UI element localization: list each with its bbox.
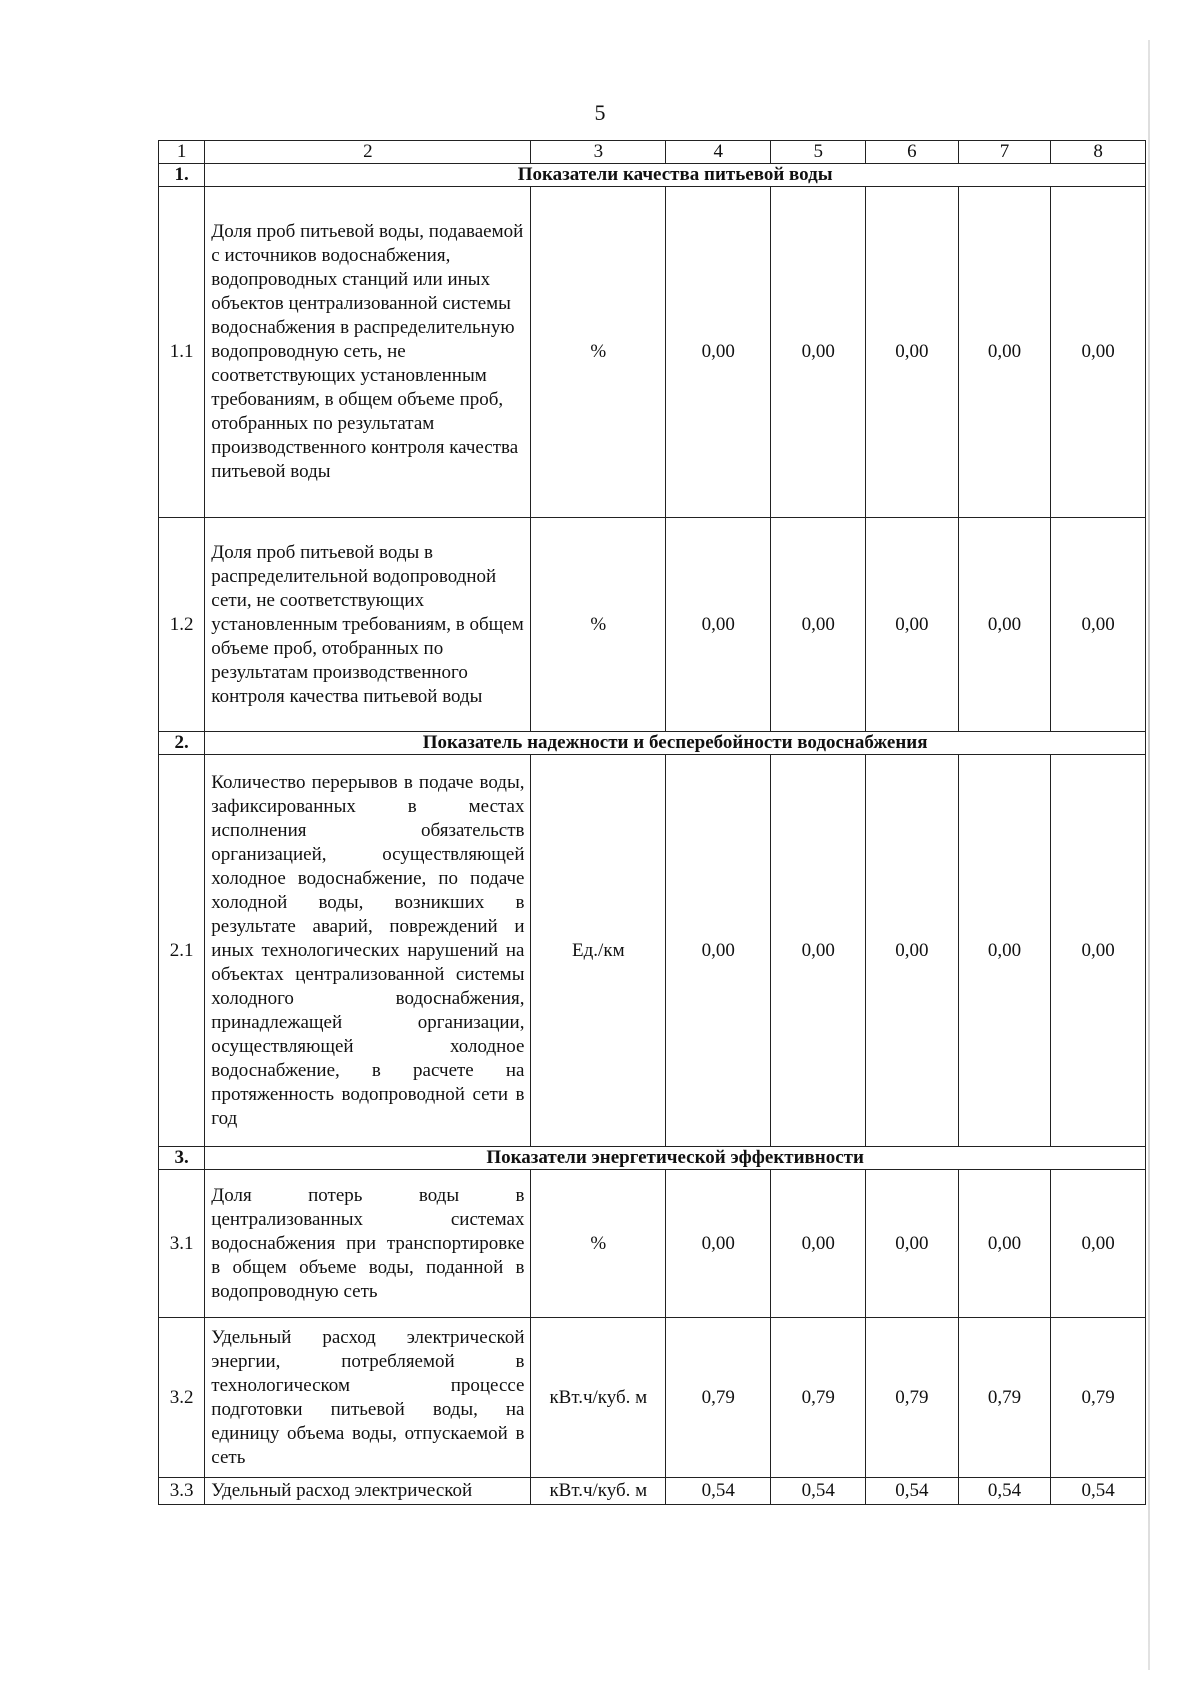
row-value: 0,00 (958, 187, 1051, 518)
section-number: 1. (159, 164, 205, 187)
header-cell: 3 (531, 141, 666, 164)
header-cell: 2 (205, 141, 531, 164)
row-value: 0,00 (666, 1170, 771, 1318)
section-title: Показатели качества питьевой воды (205, 164, 1146, 187)
header-cell: 5 (771, 141, 866, 164)
scan-edge-shadow (1148, 40, 1150, 1670)
table-header-row (159, 141, 1146, 164)
page-number: 5 (594, 100, 606, 125)
row-value: 0,54 (1051, 1478, 1146, 1505)
row-value: 0,79 (866, 1318, 959, 1478)
row-value: 0,00 (866, 1170, 959, 1318)
row-value: 0,00 (1051, 1170, 1146, 1318)
table-row (159, 755, 1146, 1147)
row-value: 0,54 (866, 1478, 959, 1505)
row-value: 0,00 (866, 187, 959, 518)
row-description: Количество перерывов в подаче воды, зафиксированных в местах исполнения обязательств организацией, осуществляющей холодное водоснабжение, по подаче холодной воды, возникших в результате аварий, повреждений и иных технологических нарушений на объектах централизованной системы холодного водоснабжения, принадлежащей организации, осуществляющей холодное водоснабжение, в расчете на протяженность водопроводной сети в год (205, 755, 531, 1147)
section-row-2 (159, 732, 1146, 755)
row-value: 0,00 (771, 755, 866, 1147)
row-unit: кВт.ч/куб. м (531, 1478, 666, 1505)
row-description: Удельный расход электрической энергии, потребляемой в технологическом процессе подготовки питьевой воды, на единицу объема воды, отпускаемой в сеть (205, 1318, 531, 1478)
row-value: 0,00 (666, 187, 771, 518)
row-value: 0,00 (1051, 518, 1146, 732)
row-value: 0,00 (1051, 187, 1146, 518)
table-row (159, 518, 1146, 732)
row-value: 0,00 (666, 518, 771, 732)
section-number: 2. (159, 732, 205, 755)
table-row (159, 1318, 1146, 1478)
row-value: 0,00 (771, 518, 866, 732)
header-cell: 8 (1051, 141, 1146, 164)
row-unit: кВт.ч/куб. м (531, 1318, 666, 1478)
row-number: 1.1 (159, 187, 205, 518)
row-number: 3.3 (159, 1478, 205, 1505)
row-value: 0,00 (666, 755, 771, 1147)
row-value: 0,00 (958, 1170, 1051, 1318)
row-value: 0,79 (666, 1318, 771, 1478)
header-cell: 1 (159, 141, 205, 164)
row-number: 1.2 (159, 518, 205, 732)
row-description: Удельный расход электрической (205, 1478, 531, 1505)
indicators-table (158, 140, 1146, 1505)
header-cell: 6 (866, 141, 959, 164)
row-value: 0,79 (1051, 1318, 1146, 1478)
row-value: 0,79 (771, 1318, 866, 1478)
row-number: 2.1 (159, 755, 205, 1147)
row-value: 0,00 (958, 755, 1051, 1147)
row-value: 0,00 (866, 518, 959, 732)
section-number: 3. (159, 1147, 205, 1170)
row-description: Доля проб питьевой воды, подаваемой с источников водоснабжения, водопроводных станций или иных объектов централизованной системы водоснабжения в распределительную водопроводную сеть, не соответствующих установленным требованиям, в общем объеме проб, отобранных по результатам производственного контроля качества питьевой воды (205, 187, 531, 518)
row-unit: Ед./км (531, 755, 666, 1147)
row-value: 0,79 (958, 1318, 1051, 1478)
row-description: Доля потерь воды в централизованных системах водоснабжения при транспортировке в общем объеме воды, поданной в водопроводную сеть (205, 1170, 531, 1318)
row-unit: % (531, 1170, 666, 1318)
row-unit: % (531, 187, 666, 518)
row-number: 3.2 (159, 1318, 205, 1478)
section-title: Показатели энергетической эффективности (205, 1147, 1146, 1170)
row-value: 0,54 (771, 1478, 866, 1505)
table-row (159, 187, 1146, 518)
row-value: 0,00 (771, 1170, 866, 1318)
row-unit: % (531, 518, 666, 732)
table-row (159, 1170, 1146, 1318)
row-description: Доля проб питьевой воды в распределительной водопроводной сети, не соответствующих установленным требованиям, в общем объеме проб, отобранных по результатам производственного контроля качества питьевой воды (205, 518, 531, 732)
row-value: 0,00 (1051, 755, 1146, 1147)
section-title: Показатель надежности и бесперебойности водоснабжения (205, 732, 1146, 755)
row-value: 0,00 (958, 518, 1051, 732)
header-cell: 4 (666, 141, 771, 164)
header-cell: 7 (958, 141, 1051, 164)
section-row-3 (159, 1147, 1146, 1170)
row-value: 0,54 (666, 1478, 771, 1505)
row-value: 0,00 (771, 187, 866, 518)
row-value: 0,00 (866, 755, 959, 1147)
row-value: 0,54 (958, 1478, 1051, 1505)
row-number: 3.1 (159, 1170, 205, 1318)
table-row (159, 1478, 1146, 1505)
section-row-1 (159, 164, 1146, 187)
